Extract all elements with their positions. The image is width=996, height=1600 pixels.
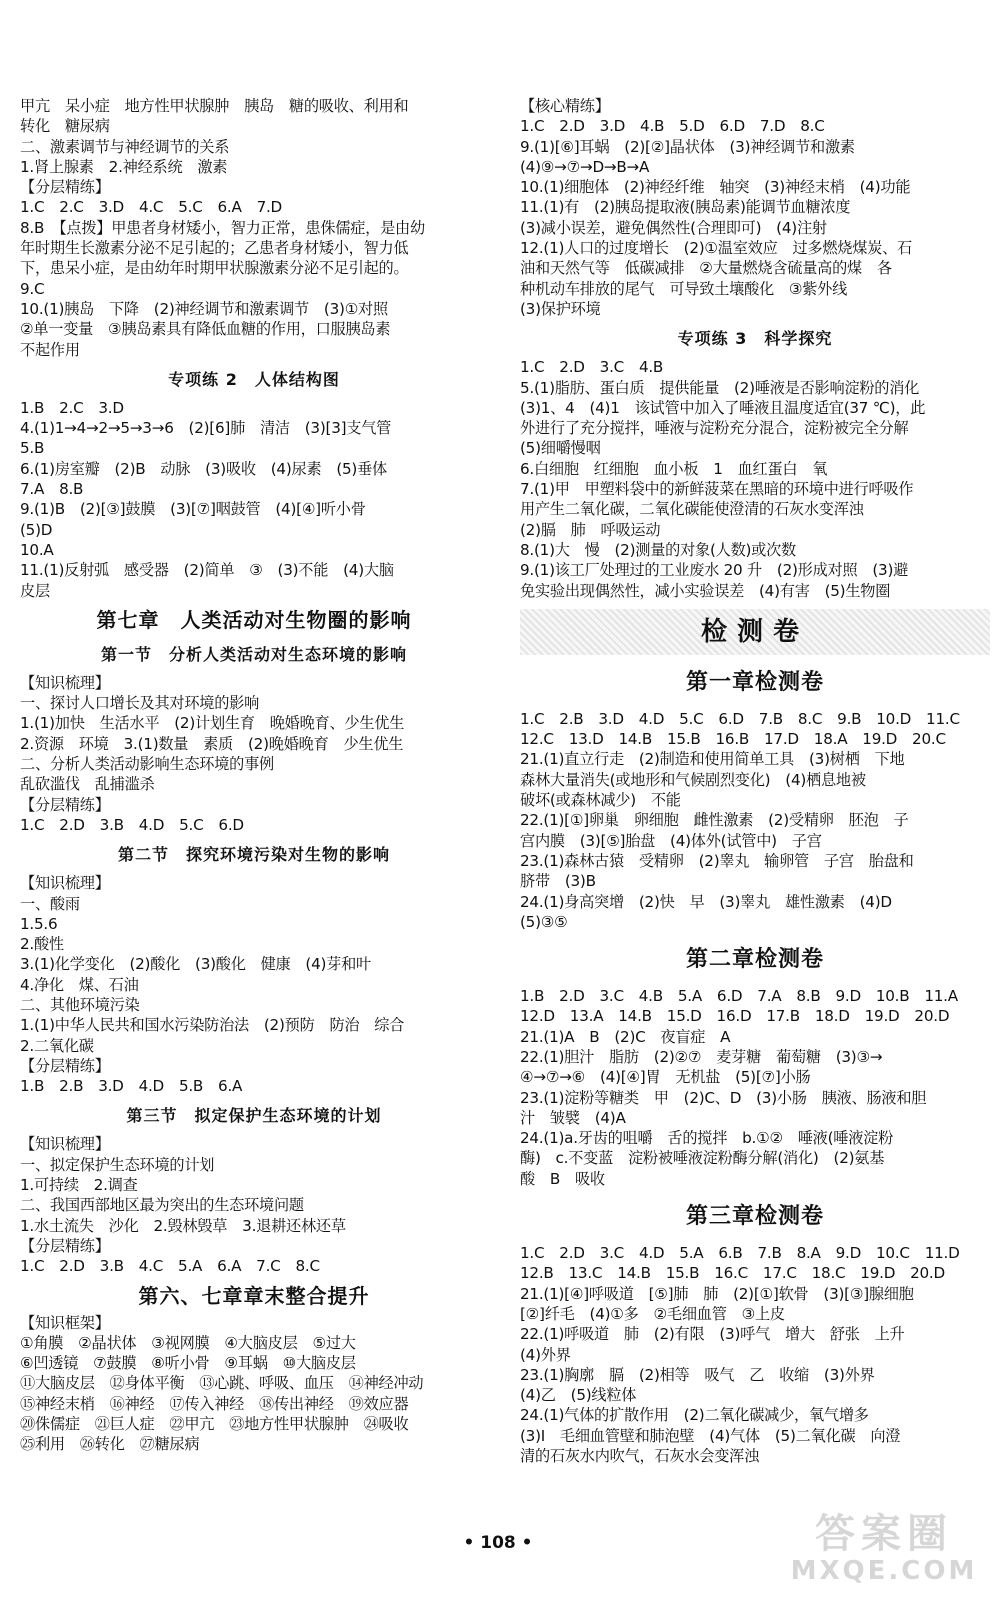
answer-line: 酶) c.不变蓝 淀粉被唾液淀粉酶分解(消化) (2)氨基 (520, 1149, 885, 1168)
answer-line: 6.白细胞 红细胞 血小板 1 血红蛋白 氧 (520, 459, 828, 478)
answer-line: ⑳侏儒症 ㉑巨人症 ㉒甲亢 ㉓地方性甲状腺肿 ㉔吸收 (20, 1415, 409, 1434)
answer-line: (3)减小误差，避免偶然性(合理即可) (4)注射 (520, 218, 827, 237)
answer-line: 汁 皱襞 (4)A (520, 1108, 626, 1127)
answer-line: 【核心精练】 (520, 97, 610, 115)
answer-line: (2)膈 肺 呼吸运动 (520, 520, 661, 539)
answer-line: 23.(1)森林古猿 受精卵 (2)睾丸 输卵管 子宫 胎盘和 (520, 851, 914, 870)
answer-line: 二、分析人类活动影响生态环境的事例 (20, 755, 274, 774)
answer-line: ⑥凹透镜 ⑦鼓膜 ⑧听小骨 ⑨耳蜗 ⑩大脑皮层 (20, 1354, 356, 1373)
answer-line: 森林大量消失(或地形和气候剧烈变化) (4)栖息地被 (520, 770, 866, 789)
section-heading: 专项练 3 科学探究 (677, 329, 833, 349)
answer-line: (3)Ⅰ 毛细血管壁和肺泡壁 (4)气体 (5)二氧化碳 向澄 (520, 1426, 901, 1445)
answer-line: 【分层精练】 (20, 178, 110, 197)
section-heading: 第二节 探究环境污染对生物的影响 (117, 845, 390, 865)
answer-line: 10.A (20, 540, 54, 559)
answer-line: 二、激素调节与神经调节的关系 (20, 137, 230, 156)
section-heading: 专项练 2 人体结构图 (168, 369, 340, 389)
left-column (20, 96, 488, 1455)
answer-line: 10.(1)细胞体 (2)神经纤维 轴突 (3)神经末梢 (4)功能 (520, 178, 911, 197)
answer-line: 二、其他环境污染 (20, 995, 140, 1014)
answer-line: 24.(1)身高突增 (2)快 早 (3)睾丸 雄性激素 (4)D (520, 892, 892, 911)
page-number: • 108 • (463, 1533, 533, 1553)
answer-line: 9.(1)[⑥]耳蜗 (2)[②]晶状体 (3)神经调节和激素 (520, 137, 855, 156)
answer-line: 1.(1)中华人民共和国水污染防治法 (2)预防 防治 综合 (20, 1016, 405, 1035)
answer-line: 7.(1)甲 甲塑料袋中的新鲜菠菜在黑暗的环境中进行呼吸作 (520, 480, 914, 499)
answer-line: ②单一变量 ③胰岛素具有降低血糖的作用，口服胰岛素 (20, 320, 391, 339)
answer-line: 11.(1)反射弧 感受器 (2)简单 ③ (3)不能 (4)大脑 (20, 561, 394, 580)
answer-line: (5)③⑤ (520, 912, 568, 931)
answer-line: 脐带 (3)B (520, 872, 596, 891)
answer-line: 8.(1)大 慢 (2)测量的对象(人数)或次数 (520, 540, 796, 559)
watermark-text: 答案圈 (815, 1511, 953, 1557)
answer-line: (4)乙 (5)线粒体 (520, 1386, 637, 1405)
answer-line: 1.C 2.D 3.B 4.C 5.A 6.A 7.C 8.C (20, 1257, 320, 1276)
answer-line: 22.(1)[①]卵巢 卵细胞 雌性激素 (2)受精卵 胚泡 子 (520, 811, 909, 830)
answer-line: [②]纤毛 (4)①多 ②毛细血管 ③上皮 (520, 1304, 785, 1323)
answer-line: 4.净化 煤、石油 (20, 975, 139, 994)
answer-line: 1.B 2.B 3.D 4.D 5.B 6.A (20, 1077, 243, 1096)
answer-line: 21.(1)[④]呼吸道 [⑤]肺 肺 (2)[①]软骨 (3)[③]腺细胞 (520, 1284, 914, 1303)
answer-line: 9.(1)B (2)[③]鼓膜 (3)[⑦]咽鼓管 (4)[④]听小骨 (20, 500, 366, 519)
answer-line: 2.二氧化碳 (20, 1036, 94, 1055)
answer-line: 11.(1)有 (2)胰岛提取液(胰岛素)能调节血糖浓度 (520, 198, 851, 217)
chapter-heading: 第七章 人类活动对生物圈的影响 (96, 607, 412, 632)
answer-line: ⑮神经末梢 ⑯神经 ⑰传入神经 ⑱传出神经 ⑲效应器 (20, 1394, 409, 1413)
answer-line: 转化 糖尿病 (20, 117, 110, 136)
answer-line: 1.B 2.C 3.D (20, 398, 124, 417)
answer-line: 12.B 13.C 14.B 15.B 16.C 17.C 18.C 19.D 20.D (520, 1264, 945, 1283)
answer-line: ㉕利用 ㉖转化 ㉗糖尿病 (20, 1435, 200, 1454)
answer-line: 清的石灰水内吹气，石灰水会变浑浊 (520, 1447, 759, 1466)
answer-line: (5)细嚼慢咽 (520, 439, 601, 458)
answer-line: 3.(1)化学变化 (2)酸化 (3)酸化 健康 (4)芽和叶 (20, 955, 371, 974)
answer-line: 【知识梳理】 (20, 1135, 110, 1154)
answer-line: (4)外界 (520, 1345, 571, 1364)
answer-line: 6.(1)房室瓣 (2)B 动脉 (3)吸收 (4)尿素 (5)垂体 (20, 459, 387, 478)
answer-line: 1.C 2.D 3.D 4.B 5.D 6.D 7.D 8.C (520, 117, 825, 136)
answer-line: 免实验出现偶然性，减小实验误差 (4)有害 (5)生物圈 (520, 581, 891, 600)
answer-line: 甲亢 呆小症 地方性甲状腺肿 胰岛 糖的吸收、利用和 (20, 97, 409, 115)
answer-line: 一、拟定保护生态环境的计划 (20, 1155, 215, 1174)
test-title: 第二章检测卷 (685, 947, 824, 973)
answer-line: 1.C 2.B 3.D 4.D 5.C 6.D 7.B 8.C 9.B 10.D 11.C (520, 709, 960, 728)
test-banner: 检测卷 (520, 609, 990, 655)
answer-line: 乱砍滥伐 乱捕滥杀 (20, 775, 155, 794)
answer-line: 1.肾上腺素 2.神经系统 激素 (20, 157, 228, 176)
answer-line: 5.B (20, 439, 45, 458)
answer-line: 9.C (20, 279, 45, 298)
answer-line: 22.(1)胆汁 脂肪 (2)②⑦ 麦芽糖 葡萄糖 (3)③→ (520, 1047, 883, 1066)
answer-line: 酸 B 吸收 (520, 1169, 605, 1188)
answer-line: 9.(1)该工厂处理过的工业废水 20 升 (2)形成对照 (3)避 (520, 561, 909, 580)
answer-line: 油和天然气等 低碳减排 ②大量燃烧含硫量高的煤 各 (520, 259, 892, 278)
answer-line: 【知识梳理】 (20, 874, 110, 893)
answer-line: 二、我国西部地区最为突出的生态环境问题 (20, 1196, 304, 1215)
answer-line: 皮层 (20, 581, 50, 600)
answer-line: 21.(1)A B (2)C 夜盲症 A (520, 1027, 731, 1046)
answer-line: 【分层精练】 (20, 1236, 110, 1255)
answer-line: 1.C 2.D 3.C 4.D 5.A 6.B 7.B 8.A 9.D 10.C 11.D (520, 1244, 960, 1263)
answer-line: 5.(1)脂肪、蛋白质 提供能量 (2)唾液是否影响淀粉的消化 (520, 378, 920, 397)
answer-line: 1.5.6 (20, 914, 58, 933)
watermark-url: MXQE.COM (790, 1556, 978, 1586)
answer-line: 1.(1)加快 生活水平 (2)计划生育 晚婚晚育、少生优生 (20, 714, 405, 733)
answer-line: 不起作用 (20, 340, 80, 359)
answer-line: 24.(1)a.牙齿的咀嚼 舌的搅拌 b.①② 唾液(唾液淀粉 (520, 1129, 894, 1148)
answer-line: (3)保护环境 (520, 299, 601, 318)
answer-line: 10.(1)胰岛 下降 (2)神经调节和激素调节 (3)①对照 (20, 299, 388, 318)
section-heading: 第一节 分析人类活动对生态环境的影响 (100, 644, 407, 664)
answer-line: (3)1、4 (4)1 该试管中加入了唾液且温度适宜(37 ℃)，此 (520, 398, 926, 417)
answer-line: 1.C 2.C 3.D 4.C 5.C 6.A 7.D (20, 198, 283, 217)
watermark-logo (786, 1512, 982, 1586)
answer-line: 【知识框架】 (20, 1313, 110, 1332)
chapter-heading: 第六、七章章末整合提升 (138, 1283, 370, 1308)
answer-line: 下，患呆小症，是由幼年时期甲状腺激素分泌不足引起的。 (20, 259, 409, 278)
answer-line: 1.可持续 2.调查 (20, 1176, 138, 1195)
answer-line: ①角膜 ②晶状体 ③视网膜 ④大脑皮层 ⑤过大 (20, 1333, 356, 1352)
answer-line: 2.资源 环境 3.(1)数量 素质 (2)晚婚晚育 少生优生 (20, 734, 404, 753)
answer-line: 破坏(或森林减少) 不能 (520, 791, 681, 810)
answer-line: 1.C 2.D 3.C 4.B (520, 358, 664, 377)
answer-line: 7.A 8.B (20, 480, 84, 499)
test-title: 第三章检测卷 (685, 1204, 824, 1230)
answer-line: (5)D (20, 520, 53, 539)
answer-line: 23.(1)淀粉等糖类 甲 (2)C、D (3)小肠 胰液、肠液和胆 (520, 1088, 927, 1107)
answer-line: 一、探讨人口增长及其对环境的影响 (20, 694, 259, 713)
answer-line: 用产生二氧化碳，二氧化碳能使澄清的石灰水变浑浊 (520, 500, 864, 519)
answer-line: 12.C 13.D 14.B 15.B 16.B 17.D 18.A 19.D 20.C (520, 730, 946, 749)
right-column (520, 96, 990, 1466)
answer-line: 宫内膜 (3)[⑤]胎盘 (4)体外(试管中) 子宫 (520, 831, 822, 850)
answer-line: 外进行了充分搅拌，唾液与淀粉充分混合，淀粉被完全分解 (520, 419, 909, 438)
answer-line: 23.(1)胸廓 膈 (2)相等 吸气 乙 收缩 (3)外界 (520, 1365, 875, 1384)
answer-line: (4)⑨→⑦→D→B→A (520, 157, 650, 176)
answer-line: 种机动车排放的尾气 可导致土壤酸化 ③紫外线 (520, 279, 848, 298)
answer-line: 4.(1)1→4→2→5→3→6 (2)[6]肺 清洁 (3)[3]支气管 (20, 419, 392, 438)
answer-line: 1.水土流失 沙化 2.毁林毁草 3.退耕还林还草 (20, 1216, 346, 1235)
answer-line: 年时期生长激素分泌不足引起的；乙患者身材矮小，智力低 (20, 239, 409, 258)
answer-line: 12.D 13.A 14.B 15.D 16.D 17.B 18.D 19.D 20.D (520, 1007, 950, 1026)
answer-line: ④→⑦→⑥ (4)[④]胃 无机盐 (5)[⑦]小肠 (520, 1068, 811, 1087)
answer-line: 22.(1)呼吸道 肺 (2)有限 (3)呼气 增大 舒张 上升 (520, 1325, 905, 1344)
answer-line: 1.B 2.D 3.C 4.B 5.A 6.D 7.A 8.B 9.D 10.B 11.A (520, 987, 958, 1006)
answer-line: ⑪大脑皮层 ⑫身体平衡 ⑬心跳、呼吸、血压 ⑭神经冲动 (20, 1374, 424, 1393)
section-heading: 第三节 拟定保护生态环境的计划 (126, 1106, 382, 1126)
answer-line: 【分层精练】 (20, 795, 110, 814)
answer-line: 12.(1)人口的过度增长 (2)①温室效应 过多燃烧煤炭、石 (520, 239, 912, 258)
test-title: 第一章检测卷 (685, 669, 824, 695)
answer-line: 8.B 【点拨】甲患者身材矮小，智力正常，患侏儒症，是由幼 (20, 218, 425, 237)
answer-line: 1.C 2.D 3.B 4.D 5.C 6.D (20, 815, 244, 834)
answer-line: 21.(1)直立行走 (2)制造和使用简单工具 (3)树栖 下地 (520, 750, 905, 769)
answer-line: 2.酸性 (20, 935, 64, 954)
answer-line: 【分层精练】 (20, 1056, 110, 1075)
answer-line: 24.(1)气体的扩散作用 (2)二氧化碳减少，氧气增多 (520, 1406, 869, 1425)
answer-line: 【知识梳理】 (20, 673, 110, 692)
answer-line: 一、酸雨 (20, 894, 80, 913)
